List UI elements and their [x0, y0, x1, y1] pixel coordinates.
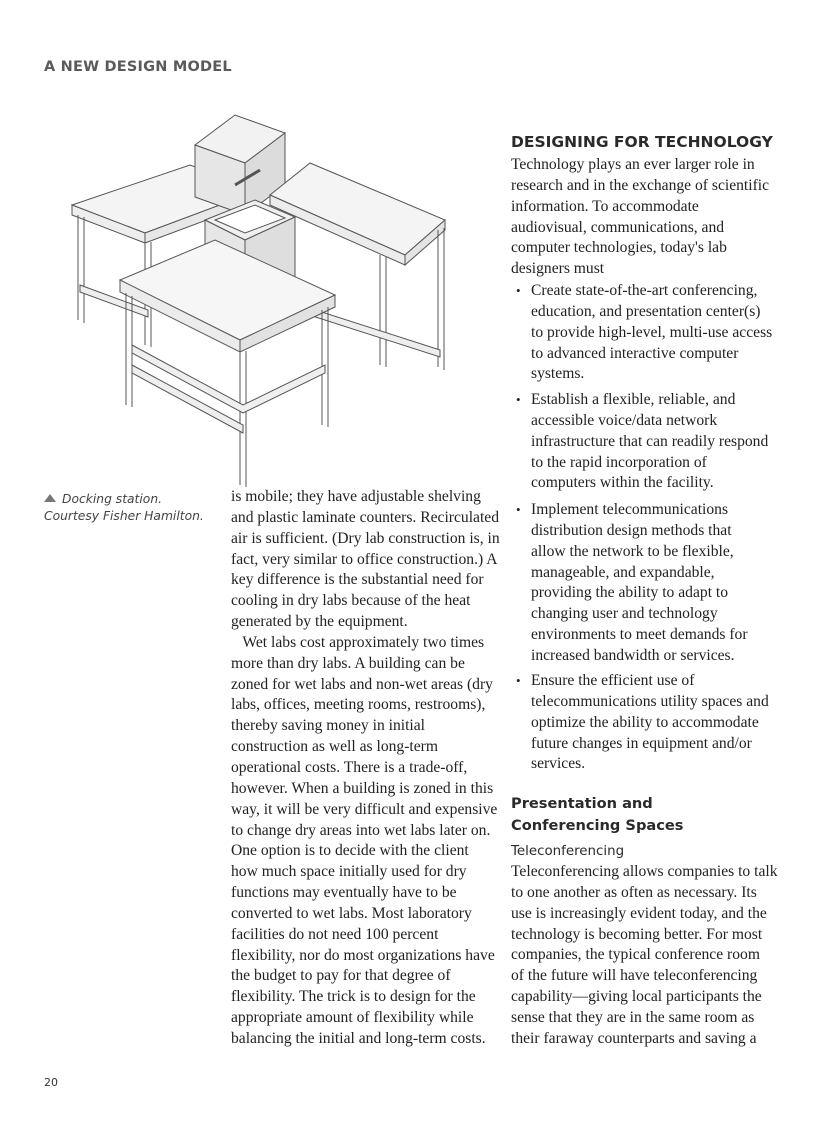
docking-station-illustration	[60, 105, 460, 500]
text-line: to one another as often as necessary. Its	[511, 883, 757, 901]
text-line: facilities do not need 100 percent	[231, 925, 439, 943]
text-line: sense that they are in the same room as	[511, 1008, 755, 1026]
text-line: thereby saving money in initial	[231, 717, 426, 735]
text-line: technology is becoming better. For most	[511, 925, 763, 943]
caption-line: Courtesy Fisher Hamilton.	[44, 509, 204, 523]
text-line: operational costs. There is a trade-off,	[231, 758, 468, 776]
bullet-icon: •	[516, 673, 521, 688]
text-line: Establish a flexible, reliable, and	[531, 391, 736, 408]
text-line: optimize the ability to accommodate	[531, 713, 759, 731]
text-line: cooling in dry labs because of the heat	[231, 592, 471, 610]
text-line: and plastic laminate counters. Recirculated	[231, 508, 500, 526]
text-line: infrastructure that can readily respond	[531, 432, 769, 450]
section-heading: DESIGNING FOR TECHNOLOGY	[511, 133, 773, 151]
bullet-icon: •	[516, 283, 521, 298]
middle-column-text	[231, 487, 500, 1050]
text-line: to the rapid incorporation of	[531, 453, 707, 471]
text-line: the budget to pay for that degree of	[231, 967, 451, 985]
subheading-line: Presentation and	[511, 795, 653, 812]
text-line: computer technologies, today's lab	[511, 239, 727, 257]
text-line: providing the ability to adapt to	[531, 584, 729, 602]
text-line: to change dry areas into wet labs later on.	[231, 821, 491, 839]
text-line: functions may eventually have to be	[231, 884, 457, 902]
text-line: Implement telecommunications	[531, 501, 729, 518]
text-line: balancing the initial and long-term costs.	[231, 1029, 486, 1047]
text-line: to advanced interactive computer	[531, 344, 739, 362]
text-line: accessible voice/data network	[531, 411, 718, 429]
subheading-line: Conferencing Spaces	[511, 817, 684, 834]
text-line: manageable, and expandable,	[531, 563, 715, 581]
text-line: how much space initially used for dry	[231, 863, 467, 881]
text-line: zoned for wet labs and non-wet areas (dry	[231, 675, 493, 693]
text-line: services.	[531, 755, 586, 773]
figure-caption	[44, 491, 204, 525]
text-line: appropriate amount of flexibility while	[231, 1009, 474, 1027]
text-line: computers within the facility.	[531, 474, 714, 492]
text-line: air is sufficient. (Dry lab construction is, in	[231, 529, 500, 547]
text-line: Ensure the efficient use of	[531, 672, 695, 689]
bullet-item	[511, 281, 773, 383]
subheading	[511, 793, 683, 837]
bullet-icon: •	[516, 392, 521, 407]
text-line: One option is to decide with the client	[231, 842, 469, 860]
text-line: flexibility. The trick is to design for the	[231, 988, 476, 1006]
text-line: future changes in equipment and/or	[531, 734, 752, 752]
text-line: information. To accommodate	[511, 197, 699, 215]
text-line: environments to meet demands for	[531, 626, 748, 644]
text-line: more than dry labs. A building can be	[231, 654, 465, 672]
text-line: increased bandwidth or services.	[531, 646, 735, 664]
text-line: research and in the exchange of scientific	[511, 176, 770, 194]
text-line: labs, offices, meeting rooms, restrooms),	[231, 696, 486, 714]
text-line: Create state-of-the-art conferencing,	[531, 282, 758, 299]
text-line: fact, very similar to office construction.) A	[231, 550, 498, 568]
text-line: allow the network to be flexible,	[531, 542, 734, 560]
triangle-up-icon	[44, 494, 56, 502]
text-line: key difference is the substantial need for	[231, 571, 484, 589]
text-line: Wet labs cost approximately two times	[231, 633, 485, 651]
subsubheading: Teleconferencing	[511, 844, 625, 859]
text-line: way, it will be very difficult and expensive	[231, 800, 498, 818]
text-line: is mobile; they have adjustable shelving	[231, 488, 481, 505]
bullet-item	[511, 671, 769, 773]
text-line: construction as well as long-term	[231, 738, 438, 756]
text-line: education, and presentation center(s)	[531, 302, 761, 320]
text-line: companies, the typical conference room	[511, 946, 760, 964]
text-line: however. When a building is zoned in this	[231, 779, 494, 797]
page-number: 20	[44, 1076, 58, 1089]
text-line: Teleconferencing allows companies to talk	[511, 863, 778, 880]
caption-line: Docking station.	[62, 492, 163, 506]
text-line: distribution design methods that	[531, 521, 732, 539]
text-line: Technology plays an ever larger role in	[511, 156, 755, 173]
text-line: systems.	[531, 365, 585, 383]
text-line: capability—giving local participants the	[511, 988, 762, 1006]
running-head: A NEW DESIGN MODEL	[44, 59, 232, 75]
text-line: changing user and technology	[531, 605, 718, 623]
text-line: generated by the equipment.	[231, 613, 408, 631]
teleconferencing-paragraph	[511, 862, 778, 1050]
bullet-item	[511, 500, 748, 664]
text-line: use is increasingly evident today, and the	[511, 904, 767, 922]
bullet-item	[511, 390, 769, 492]
text-line: flexibility, nor do most organizations have	[231, 946, 495, 964]
text-line: telecommunications utility spaces and	[531, 692, 769, 710]
bullet-icon: •	[516, 502, 521, 517]
text-line: of the future will have teleconferencing	[511, 967, 758, 985]
text-line: designers must	[511, 260, 605, 278]
intro-paragraph	[511, 155, 769, 280]
text-line: audiovisual, communications, and	[511, 218, 725, 236]
text-line: to provide high-level, multi-use access	[531, 323, 773, 341]
text-line: converted to wet labs. Most laboratory	[231, 904, 472, 922]
text-line: their faraway counterparts and saving a	[511, 1029, 757, 1047]
